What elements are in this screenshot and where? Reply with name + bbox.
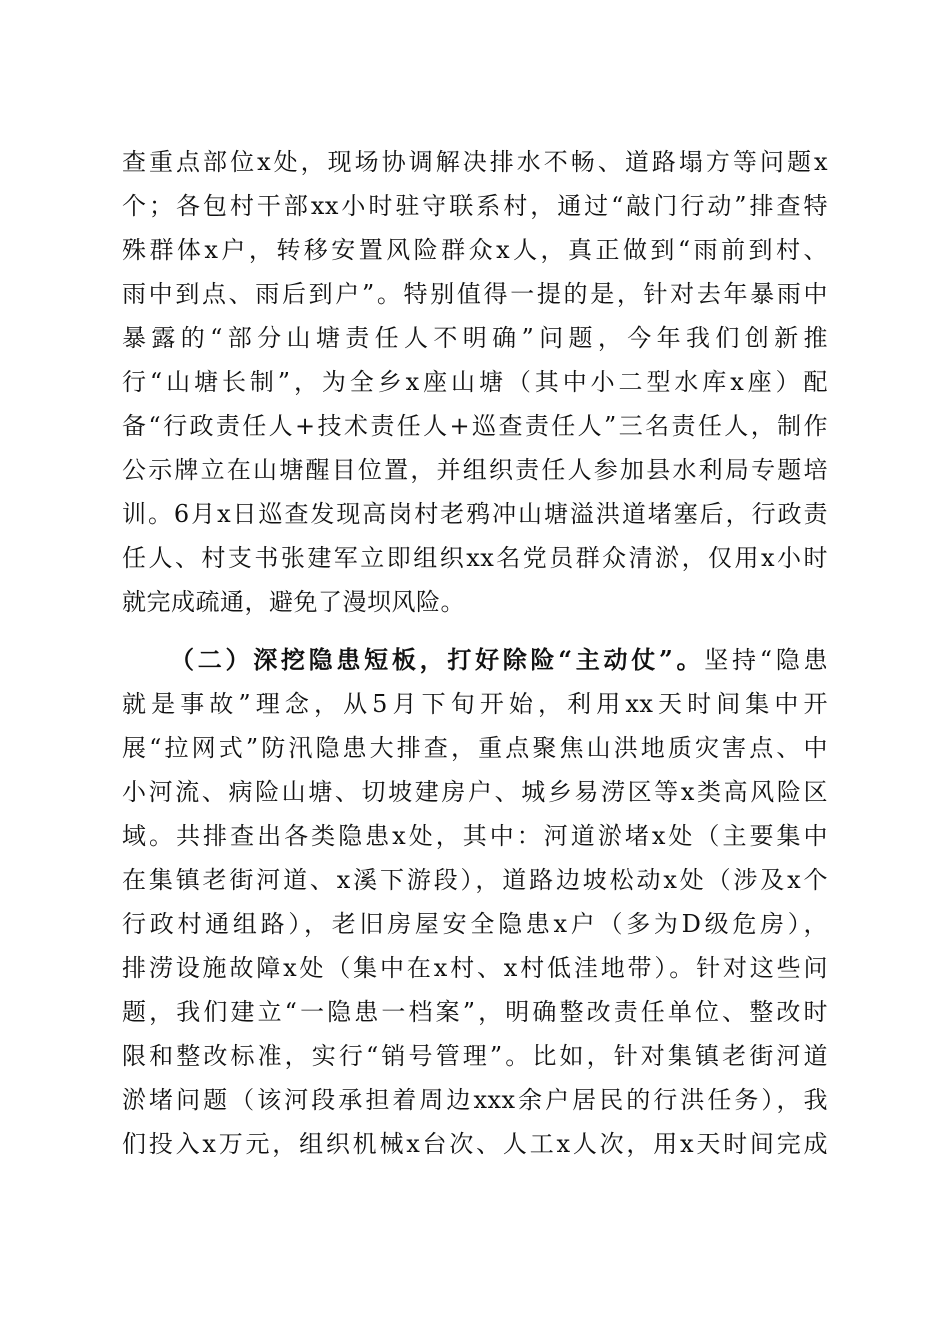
section-heading: （二）深挖隐患短板，打好除险“主动仗”。 xyxy=(170,645,705,674)
paragraph-2-first-line xyxy=(170,640,828,680)
paragraph-2-line: 展“拉网式”防汛隐患大排查，重点聚焦山洪地质灾害点、中 xyxy=(122,734,828,762)
paragraph-1-line: 行“山塘长制”，为全乡x座山塘（其中小二型水库x座）配 xyxy=(122,368,828,396)
paragraph-2-line: 题，我们建立“一隐患一档案”，明确整改责任单位、整改时 xyxy=(122,998,828,1026)
paragraph-1-line: 训。6月x日巡查发现高岗村老鸦冲山塘溢洪道堵塞后，行政责 xyxy=(122,500,828,528)
paragraph-1-line: 公示牌立在山塘醒目位置，并组织责任人参加县水利局专题培 xyxy=(122,456,828,484)
paragraph-1-line: 雨中到点、雨后到户”。特别值得一提的是，针对去年暴雨中 xyxy=(122,280,828,308)
paragraph-1-line: 查重点部位x处，现场协调解决排水不畅、道路塌方等问题x xyxy=(122,148,828,176)
paragraph-1-line: 任人、村支书张建军立即组织xx名党员群众清淤，仅用x小时 xyxy=(122,544,828,572)
paragraph-1-line: 个；各包村干部xx小时驻守联系村，通过“敲门行动”排查特 xyxy=(122,192,828,220)
paragraph-1-line: 备“行政责任人+技术责任人+巡查责任人”三名责任人，制作 xyxy=(122,412,828,440)
paragraph-2-line: 小河流、病险山塘、切坡建房户、城乡易涝区等x类高风险区 xyxy=(122,778,828,806)
paragraph-1-line: 殊群体x户，转移安置风险群众x人，真正做到“雨前到村、 xyxy=(122,236,828,264)
paragraph-2-line: 就是事故”理念，从5月下旬开始，利用xx天时间集中开 xyxy=(122,690,828,718)
paragraph-2-line: 们投入x万元，组织机械x台次、人工x人次，用x天时间完成 xyxy=(122,1130,828,1158)
paragraph-2-line: 行政村通组路），老旧房屋安全隐患x户（多为D级危房）， xyxy=(122,910,828,938)
paragraph-2-line: 排涝设施故障x处（集中在x村、x村低洼地带）。针对这些问 xyxy=(122,954,828,982)
paragraph-2-line: 域。共排查出各类隐患x处，其中：河道淤堵x处（主要集中 xyxy=(122,822,828,850)
paragraph-2-line: 在集镇老街河道、x溪下游段），道路边坡松动x处（涉及x个 xyxy=(122,866,828,894)
paragraph-1-last-line: 就完成疏通，避免了漫坝风险。 xyxy=(122,588,465,616)
paragraph-2-line: 淤堵问题（该河段承担着周边xxx余户居民的行洪任务），我 xyxy=(122,1086,828,1114)
paragraph-1-line: 暴露的“部分山塘责任人不明确”问题，今年我们创新推 xyxy=(122,324,828,352)
paragraph-2-first-line-text: 坚持“隐患 xyxy=(704,646,829,674)
paragraph-2-line: 限和整改标准，实行“销号管理”。比如，针对集镇老街河道 xyxy=(122,1042,828,1070)
